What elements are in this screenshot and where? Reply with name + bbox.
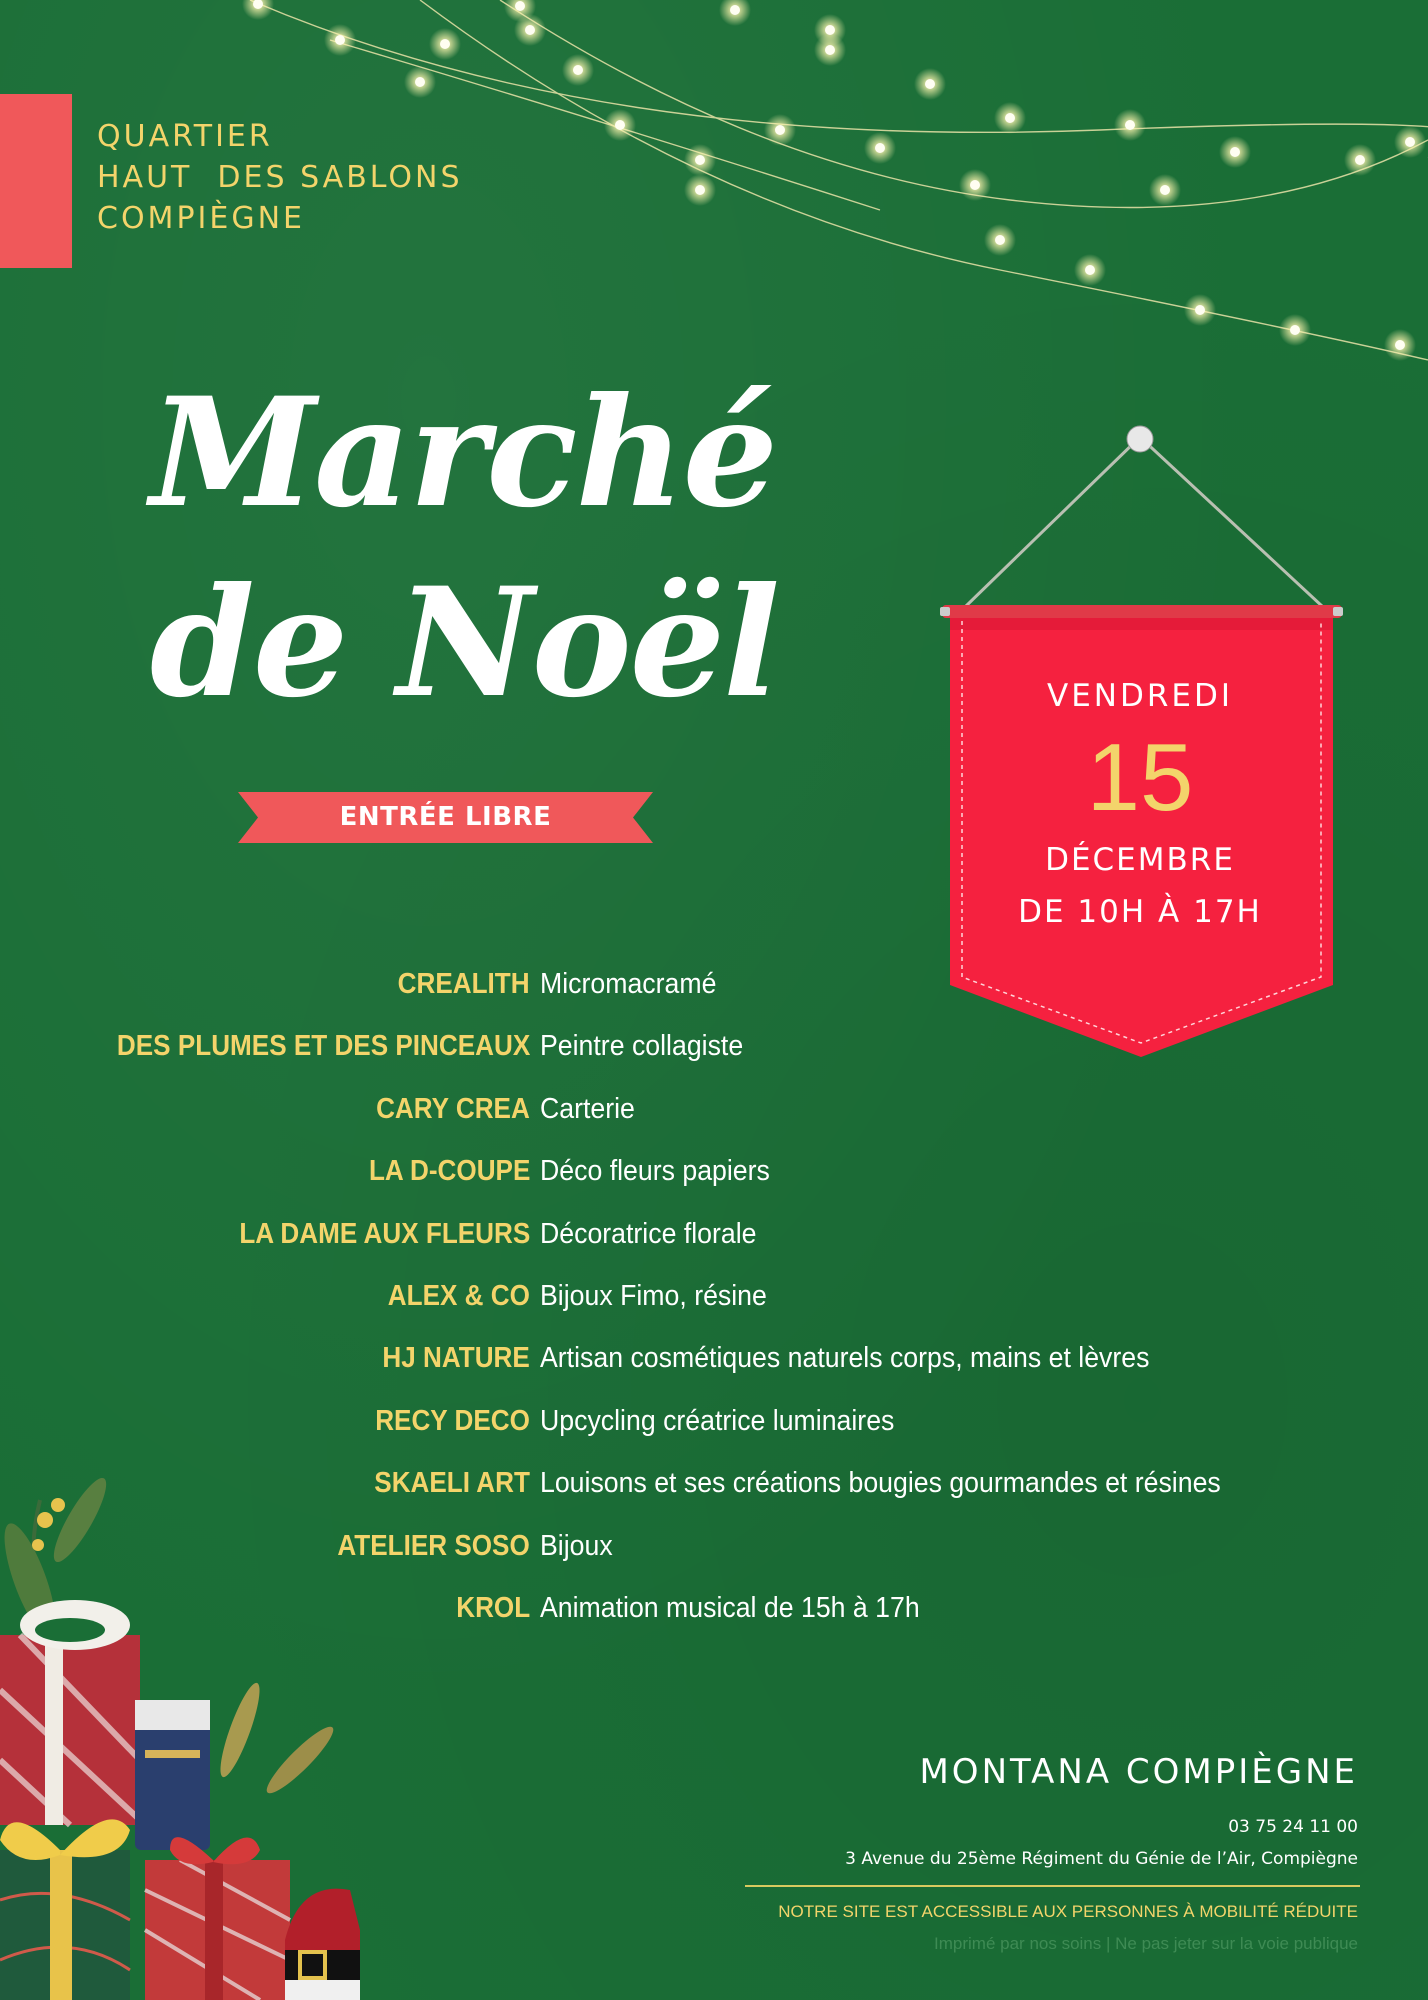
date-hours: DE 10H À 17H bbox=[1018, 894, 1262, 930]
light-bulb-core bbox=[440, 39, 450, 49]
light-bulb-core bbox=[1125, 120, 1135, 130]
vendor-name: ATELIER SOSO bbox=[337, 1529, 530, 1562]
light-bulb-core bbox=[335, 35, 345, 45]
title-line-1: Marché bbox=[150, 365, 777, 541]
title-line-2: de Noël bbox=[150, 555, 779, 731]
light-bulb-core bbox=[525, 25, 535, 35]
light-bulb-core bbox=[730, 5, 740, 15]
light-bulb-core bbox=[415, 77, 425, 87]
venue-address: 3 Avenue du 25ème Régiment du Génie de l’Air, Compiègne bbox=[845, 1849, 1358, 1869]
vendor-description: Louisons et ses créations bougies gourmandes et résines bbox=[540, 1467, 1221, 1500]
vendor-name: RECY DECO bbox=[375, 1404, 530, 1437]
light-bulb-core bbox=[573, 65, 583, 75]
vendor-description: Artisan cosmétiques naturels corps, mains et lèvres bbox=[540, 1342, 1150, 1375]
light-bulb-core bbox=[1195, 305, 1205, 315]
light-bulb-core bbox=[1405, 137, 1415, 147]
vendor-description: Déco fleurs papiers bbox=[540, 1155, 770, 1188]
light-bulb-core bbox=[1395, 340, 1405, 350]
date-block bbox=[950, 670, 1330, 938]
light-bulb-core bbox=[695, 155, 705, 165]
vendor-description: Micromacramé bbox=[540, 968, 717, 1000]
print-notice: Imprimé par nos soins | Ne pas jeter sur la voie publique bbox=[934, 1934, 1358, 1953]
vendor-row bbox=[0, 956, 1428, 1018]
date-day: VENDREDI bbox=[1047, 678, 1233, 714]
light-bulb-core bbox=[1290, 325, 1300, 335]
vendor-row bbox=[0, 1143, 1428, 1205]
vendor-name: CARY CREA bbox=[376, 1092, 530, 1125]
light-bulb-core bbox=[1230, 147, 1240, 157]
vendor-name: LA D-COUPE bbox=[368, 1155, 530, 1188]
vendor-description: Animation musical de 15h à 17h bbox=[540, 1592, 920, 1624]
red-side-tab bbox=[0, 94, 72, 268]
vendor-name: LA DAME AUX FLEURS bbox=[239, 1217, 530, 1250]
footer-divider bbox=[745, 1885, 1360, 1887]
vendor-name: SKAELI ART bbox=[374, 1467, 530, 1500]
vendor-description: Upcycling créatrice luminaires bbox=[540, 1404, 895, 1437]
vendor-row bbox=[0, 1268, 1428, 1330]
light-bulb-core bbox=[1085, 265, 1095, 275]
vendor-row bbox=[0, 1081, 1428, 1143]
light-bulb-core bbox=[615, 120, 625, 130]
light-bulb-core bbox=[1355, 155, 1365, 165]
vendor-name: CREALITH bbox=[398, 968, 530, 1000]
light-bulb-core bbox=[515, 1, 525, 11]
christmas-gifts-decoration bbox=[0, 1460, 360, 2000]
accessibility-notice: NOTRE SITE EST ACCESSIBLE AUX PERSONNES À MOBILITÉ RÉDUITE bbox=[778, 1902, 1358, 1921]
vendor-row bbox=[0, 1393, 1428, 1455]
event-title bbox=[150, 358, 800, 738]
vendor-description: Peintre collagiste bbox=[540, 1030, 744, 1063]
light-bulb-core bbox=[1160, 185, 1170, 195]
date-month: DÉCEMBRE bbox=[1045, 842, 1235, 878]
light-bulb-core bbox=[995, 235, 1005, 245]
light-bulb-core bbox=[925, 79, 935, 89]
date-number: 15 bbox=[1086, 724, 1194, 831]
vendor-name: HJ NATURE bbox=[382, 1342, 530, 1375]
vendor-description: Carterie bbox=[540, 1092, 635, 1125]
vendor-row bbox=[0, 1206, 1428, 1268]
district-line-2: HAUT DES SABLONS bbox=[97, 160, 463, 195]
district-label bbox=[97, 116, 463, 239]
light-bulb-core bbox=[970, 180, 980, 190]
venue-name: MONTANA COMPIÈGNE bbox=[919, 1752, 1358, 1792]
light-bulb-core bbox=[695, 185, 705, 195]
district-line-3: COMPIÈGNE bbox=[97, 201, 305, 236]
vendor-description: Bijoux bbox=[540, 1529, 613, 1562]
vendor-description: Décoratrice florale bbox=[540, 1217, 757, 1250]
vendor-name: KROL bbox=[456, 1592, 530, 1624]
vendor-row bbox=[0, 1330, 1428, 1392]
light-bulb-core bbox=[825, 25, 835, 35]
light-bulb-core bbox=[1005, 113, 1015, 123]
light-bulb-core bbox=[825, 45, 835, 55]
vendor-description: Bijoux Fimo, résine bbox=[540, 1280, 767, 1312]
vendor-row bbox=[0, 1018, 1428, 1080]
venue-phone: 03 75 24 11 00 bbox=[1228, 1817, 1358, 1837]
light-bulb-core bbox=[875, 143, 885, 153]
district-line-1: QUARTIER bbox=[97, 119, 273, 154]
vendor-name: DES PLUMES ET DES PINCEAUX bbox=[116, 1030, 530, 1063]
entry-label: ENTRÉE LIBRE bbox=[339, 802, 552, 832]
light-bulb-core bbox=[775, 125, 785, 135]
vendor-name: ALEX & CO bbox=[387, 1280, 530, 1312]
